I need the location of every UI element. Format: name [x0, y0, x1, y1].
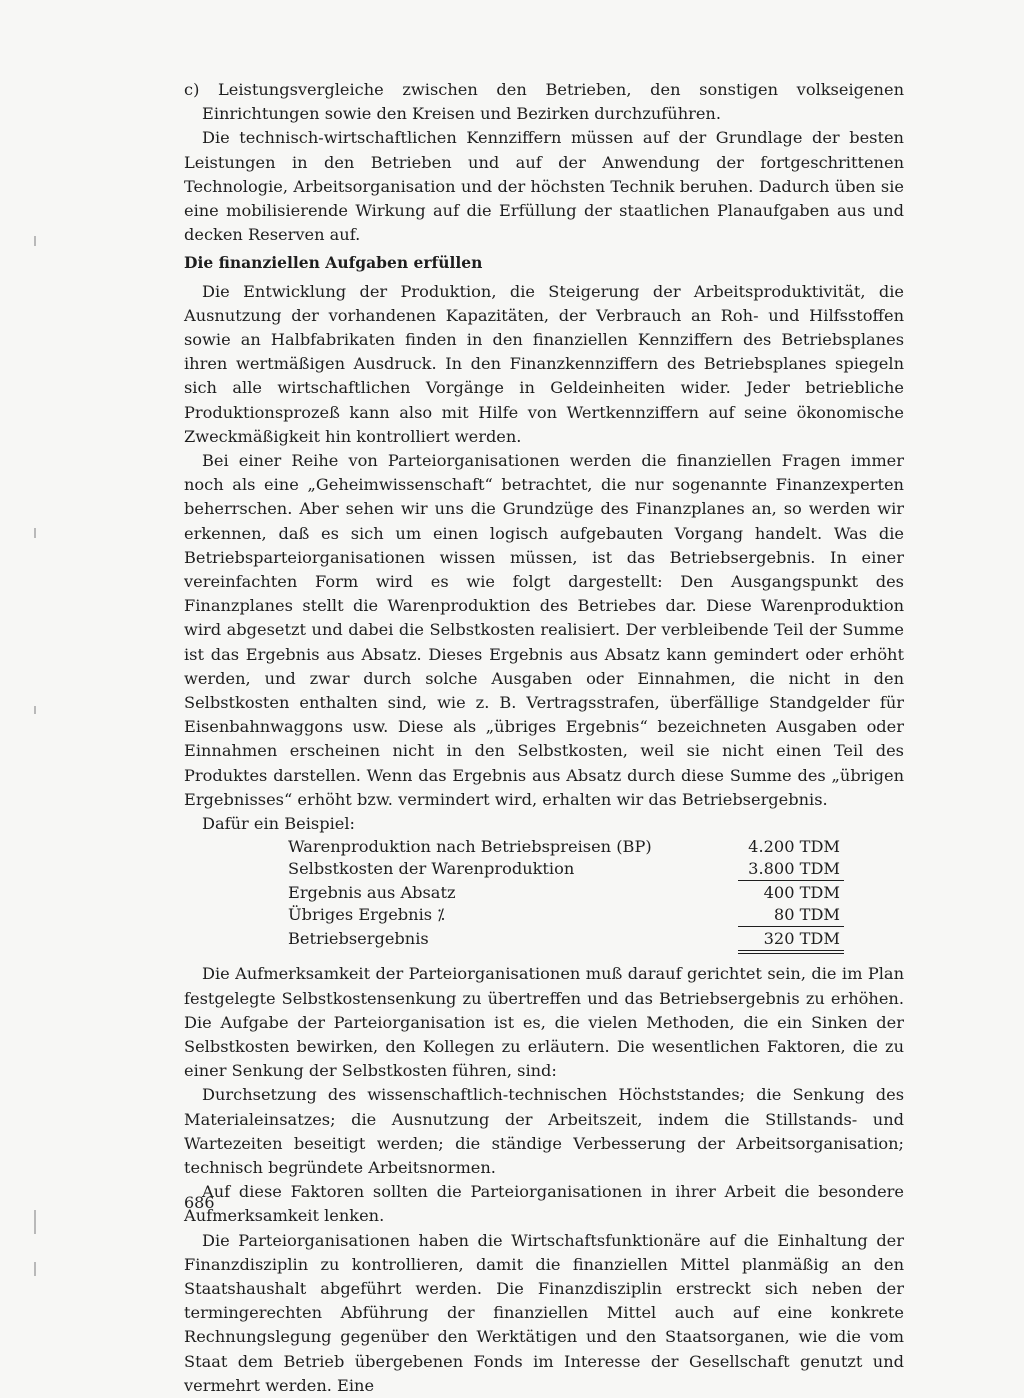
- example-label: Betriebsergebnis: [288, 929, 429, 949]
- paragraph: Auf diese Faktoren sollten die Parteiorganisationen in ihrer Arbeit die besondere Aufmerksamkeit lenken.: [184, 1182, 904, 1226]
- example-table: [184, 812, 904, 950]
- paragraph: Die Entwicklung der Produktion, die Steigerung der Arbeitsproduktivität, die Ausnutzung der vorhandenen Kapazitäten, der Verbrauch an Roh- und Hilfsstoffen sowie an Halbfabrikaten finden in den finanziellen Kennziffern des Betriebsplanes ihren wertmäßigen Ausdruck. In den Finanzkennziffern des Betriebsplanes spiegeln sich alle wirtschaftlichen Vorgänge in Geldeinheiten wider. Jeder betriebliche Produktionsprozeß kann also mit Hilfe von Wertkennziffern auf seine ökonomische Zweckmäßigkeit hin kontrolliert werden.: [184, 281, 904, 446]
- paragraph: c) Leistungsvergleiche zwischen den Betrieben, den sonstigen volkseigenen Einrichtungen sowie den Kreisen und Bezirken durchzuführen.: [184, 80, 904, 124]
- paragraph: Bei einer Reihe von Parteiorganisationen werden die finanziellen Fragen immer noch als eine „Geheimwissenschaft“ betrachtet, die nur sogenannte Finanzexperten beherrschen. Aber sehen wir uns die Grundzüge des Finanzplanes an, so werden wir erkennen, daß es sich um einen logisch aufgebauten Vorgang handelt. Was die Betriebsparteiorganisationen wissen müssen, ist das Betriebsergebnis. In einer vereinfachten Form wird es wie folgt dargestellt: Den Ausgangspunkt des Finanzplanes stellt die Warenproduktion des Betriebes dar. Diese Warenproduktion wird abgesetzt und dabei die Selbstkosten realisiert. Der verbleibende Teil der Summe ist das Ergebnis aus Absatz. Dieses Ergebnis aus Absatz kann gemindert oder erhöht werden, und zwar durch solche Ausgaben oder Einnahmen, die nicht in den Selbstkosten enthalten sind, wie z. B. Vertragsstrafen, überfällige Standgelder für Eisenbahnwaggons usw. Diese als „übriges Ergebnis“ bezeichneten Ausgaben oder Einnahmen erscheinen nicht in den Selbstkosten, weil sie nicht einen Teil des Produktes darstellen. Wenn das Ergebnis aus Absatz durch diese Summe des „übrigen Ergebnisses“ erhöht bzw. vermindert wird, erhalten wir das Betriebsergebnis.: [184, 451, 904, 809]
- margin-mark: [34, 1262, 36, 1276]
- paragraph: Die technisch-wirtschaftlichen Kennziffern müssen auf der Grundlage der besten Leistungen in den Betrieben und auf der Anwendung der fortgeschrittenen Technologie, Arbeitsorganisation und der höchsten Technik beruhen. Dadurch üben sie eine mobilisierende Wirkung auf die Erfüllung der staatlichen Planaufgaben aus und decken Reserven auf.: [184, 128, 904, 245]
- margin-mark: [34, 706, 36, 714]
- example-row: [184, 836, 904, 858]
- example-value: 3.800 TDM: [738, 858, 844, 881]
- example-value: 4.200 TDM: [748, 837, 840, 857]
- example-row: [184, 858, 904, 880]
- example-value: 400 TDM: [763, 883, 840, 903]
- margin-mark: [34, 236, 36, 246]
- example-value: 320 TDM: [738, 928, 844, 954]
- section-heading: Die finanziellen Aufgaben erfüllen: [184, 253, 483, 273]
- example-row: [184, 904, 904, 926]
- example-label: Warenproduktion nach Betriebspreisen (BP): [288, 837, 652, 857]
- example-label: Selbstkosten der Warenproduktion: [288, 859, 575, 879]
- paragraph: Die Aufmerksamkeit der Parteiorganisationen muß darauf gerichtet sein, die im Plan festgelegte Selbstkostensenkung zu übertreffen und das Betriebsergebnis zu erhöhen. Die Aufgabe der Parteiorganisation ist es, die vielen Methoden, die ein Sinken der Selbstkosten bewirken, den Kollegen zu erläutern. Die wesentlichen Faktoren, die zu einer Senkung der Selbstkosten führen, sind:: [184, 964, 904, 1081]
- page-number: 686: [184, 1193, 215, 1212]
- example-row: [184, 882, 904, 904]
- example-value: 80 TDM: [738, 904, 844, 927]
- example-label: Übriges Ergebnis ⁒: [288, 905, 445, 925]
- example-row: [184, 928, 904, 950]
- example-intro: Dafür ein Beispiel:: [202, 814, 355, 834]
- main-text-top: [184, 78, 904, 1398]
- margin-mark: [34, 528, 36, 538]
- paragraph: Die Parteiorganisationen haben die Wirtschaftsfunktionäre auf die Einhaltung der Finanzdisziplin zu kontrollieren, damit die finanziellen Mittel planmäßig an den Staatshaushalt abgeführt werden. Die Finanzdisziplin erstreckt sich neben der termingerechten Abführung der finanziellen Mittel auch auf eine konkrete Rechnungslegung gegenüber den Werktätigen und den Staatsorganen, wie die vom Staat dem Betrieb übergebenen Fonds im Interesse der Gesellschaft genutzt und vermehrt werden. Eine: [184, 1230, 904, 1395]
- margin-mark: [34, 1210, 36, 1234]
- paragraph: Durchsetzung des wissenschaftlich-technischen Höchststandes; die Senkung des Materialeinsatzes; die Ausnutzung der Arbeitszeit, indem die Stillstands- und Wartezeiten beseitigt werden; die ständige Verbesserung der Arbeitsorganisation; technisch begründete Arbeitsnormen.: [184, 1085, 904, 1177]
- example-label: Ergebnis aus Absatz: [288, 883, 456, 903]
